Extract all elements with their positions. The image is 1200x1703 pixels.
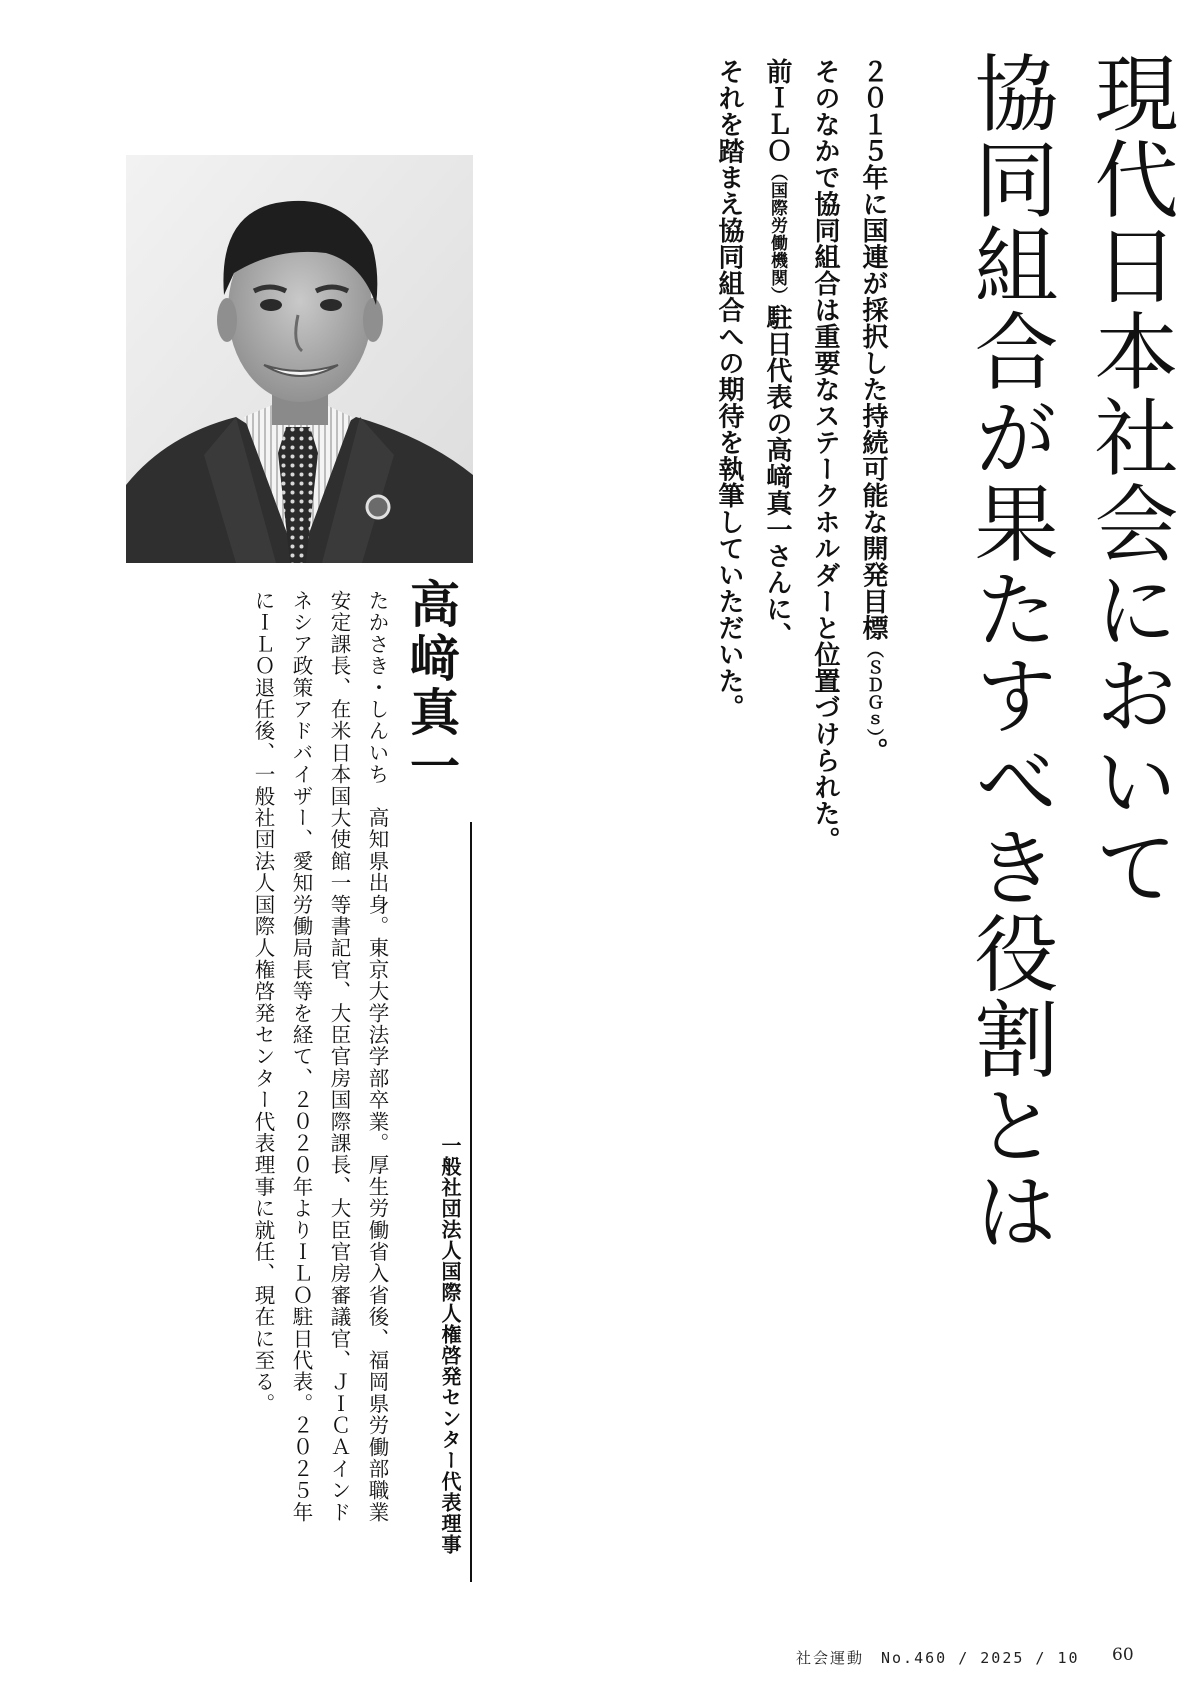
portrait-illustration	[126, 155, 473, 563]
lead-line-3-start: 前ＩＬＯ	[762, 58, 792, 164]
lead-line-4: それを踏まえ協同組合への期待を執筆していただいた。	[714, 58, 744, 721]
lead-line-1	[856, 58, 890, 764]
lead-line-1-text: ２０１５年に国連が採択した持続可能な開発目標	[858, 58, 888, 641]
author-name: 高﨑真一	[402, 578, 460, 794]
lead-line-3-end: 駐日代表の高﨑真一さんに、	[762, 304, 792, 649]
lead-sdgs-annotation: （ＳＤＧｓ）	[863, 641, 883, 738]
author-bio-line-2: 安定課長、在米日本国大使館一等書記官、大臣官房国際課長、大臣官房審議官、ＪＩＣＡインド	[327, 590, 351, 1524]
page-number: 60	[1112, 1645, 1134, 1665]
lead-ilo-annotation: （国際労働機関）	[767, 164, 787, 304]
author-role: 一般社団法人国際人権啓発センター代表理事	[438, 1135, 462, 1555]
lead-line-1-end: 。	[858, 737, 888, 764]
lead-line-3	[760, 58, 794, 649]
author-bio-line-1: たかさき・しんいち 高知県出身。東京大学法学部卒業。厚生労働省入省後、福岡県労働部職業	[365, 590, 389, 1524]
article-title-line-1: 現代日本社会において	[1081, 50, 1179, 910]
article-title-line-2: 協同組合が果たすべき役割とは	[961, 50, 1059, 1254]
author-bio-line-3: ネシア政策アドバイザー、愛知労働局長等を経て、２０２０年よりＩＬＯ駐日代表。２０２５年	[289, 590, 313, 1524]
footer-publication: 社会運動 No.460 / 2025 / 10	[796, 1649, 1080, 1667]
lead-line-2: そのなかで協同組合は重要なステークホルダーと位置づけられた。	[810, 58, 840, 853]
author-bio-line-4: にＩＬＯ退任後、一般社団法人国際人権啓発センター代表理事に就任、現在に至る。	[251, 590, 275, 1415]
author-photo	[126, 155, 473, 563]
author-divider-rule	[470, 822, 472, 1582]
